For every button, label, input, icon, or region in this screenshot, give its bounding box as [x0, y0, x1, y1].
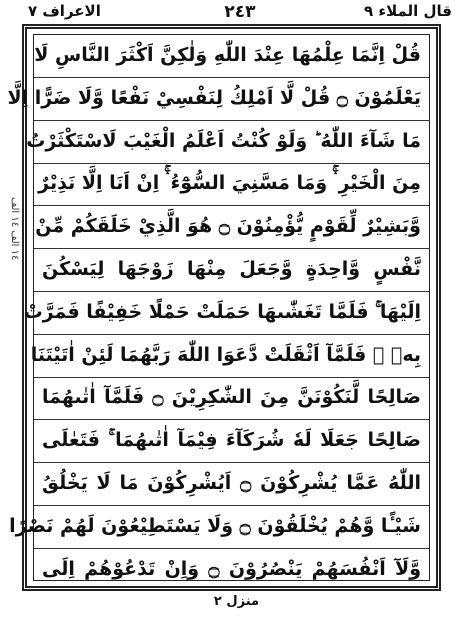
line-divider [34, 334, 429, 335]
text-line: قُلْ اِنَّمَا عِلْمُهَا عِنْدَ اللّٰهِ وَلٰكِنَّ اَكْثَرَ النَّاسِ لَا [34, 44, 421, 66]
line-divider [34, 505, 429, 506]
line-divider [34, 77, 429, 78]
margin-note: ١٤ الف ١٤ الف [9, 196, 20, 260]
line-divider [34, 248, 429, 249]
line-divider [34, 291, 429, 292]
text-line: شَيْـًٔا وَّهُمْ يُخْلَقُوْنَ ۝ وَلَا يَسْتَطِيْعُوْنَ لَهُمْ نَصْرًا [9, 514, 421, 537]
line-divider [34, 462, 429, 463]
text-line: صَالِحًا جَعَلَا لَهٗ شُرَكَآءَ فِيْمَآ اٰتٰىهُمَا ۚ فَتَعٰلَى [42, 429, 421, 452]
surah-title: الاعراف ٧ [28, 2, 101, 20]
manzil-footer: منزل ٢ [213, 594, 260, 609]
page-number: ٢٤٣ [224, 2, 256, 22]
text-line: اِلَيْهَا ۚ فَلَمَّا تَغَشّٰىهَا حَمَلَتْ حَمْلًا خَفِيْفًا فَمَرَّتْ [23, 300, 421, 323]
line-divider [34, 120, 429, 121]
line-divider [34, 377, 429, 378]
page-header [20, 2, 460, 24]
text-line: بِهٖ ۚ فَلَمَّآ اَثْقَلَتْ دَّعَوَا اللّٰهَ رَبَّهُمَا لَئِنْ اٰتَيْتَنَا [30, 343, 421, 366]
line-divider [34, 419, 429, 420]
text-line: مِنَ الْخَيْرِ ۛۚ وَمَا مَسَّنِيَ السُّوْٓءُ ۛۚ اِنْ اَنَا اِلَّا نَذِيْرٌ [38, 172, 421, 195]
text-line: يَعْلَمُوْنَ ۝ قُلْ لَّا اَمْلِكُ لِنَفْسِيْ نَفْعًا وَّلَا ضَرًّا اِلَّا [7, 86, 421, 109]
text-line: اللّٰهُ عَمَّا يُشْرِكُوْنَ ۝ اَيُشْرِكُوْنَ مَا لَا يَخْلُقُ [42, 472, 421, 494]
text-line: نَّفْسٍ وَّاحِدَةٍ وَّجَعَلَ مِنْهَا زَوْجَهَا لِيَسْكُنَ [42, 258, 421, 280]
text-line: وَّلَآ اَنْفُسَهُمْ يَنْصُرُوْنَ ۝ وَاِنْ تَدْعُوْهُمْ اِلَى [42, 557, 422, 580]
line-divider [34, 548, 429, 549]
line-divider [34, 163, 429, 164]
text-line: مَا شَآءَ اللّٰهُ ؕ وَلَوْ كُنْتُ اَعْلَمُ الْغَيْبَ لَاسْتَكْثَرْتُ [26, 129, 421, 152]
line-divider [34, 205, 429, 206]
juz-title: قال الملاء ٩ [364, 2, 452, 20]
text-line: صَالِحًا لَّنَكُوْنَنَّ مِنَ الشّٰكِرِيْنَ ۝ فَلَمَّآ اٰتٰىهُمَا [42, 386, 421, 409]
text-line: وَّبَشِيْرٌ لِّقَوْمٍ يُّؤْمِنُوْنَ ۝ هُوَ الَّذِيْ خَلَقَكُمْ مِّنْ [35, 215, 421, 238]
